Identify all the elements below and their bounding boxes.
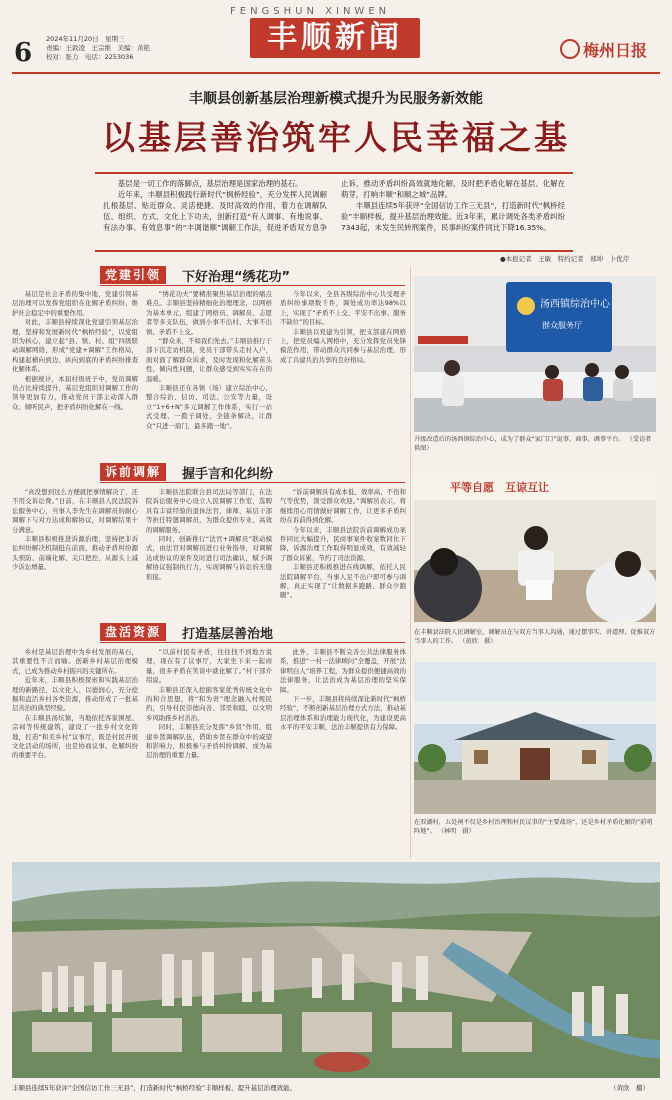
body-paragraph: 丰顺县法院联合县司法局等部门，在法院诉讼服务中心设立人民调解工作室，选聘具有丰富经验的退休法官、律师、基层干部等担任特邀调解员，为群众提供专业、高效的调解服务。 [146, 488, 272, 534]
bottom-photo-credit: （黄欣 摄） [610, 1084, 649, 1092]
paper-logo-text: 梅州日报 [583, 41, 648, 60]
caption-credit: （林明 摄） [437, 828, 475, 835]
ancestral-hall-illustration [414, 662, 656, 814]
text-column [12, 290, 138, 454]
text-column [12, 488, 138, 610]
lead-paragraph: 近年来，丰顺县积极践行新时代“枫桥经验”，充分发挥人民调解扎根基层、贴近群众、灵活便捷、及时高效的作用，着力在调解队伍、组织、方式、文化上下功夫，创新打造“有人调事、有地说事、有法办事、有效息事”的“丰调谐顺”调解工作法，促进矛盾双方息争止诉，推动矛盾纠纷高效就地化解，及时把矛盾化解在基层、化解在萌芽，打响丰顺“和顺之城”品牌。 [103, 179, 565, 232]
body-paragraph: 乡村是基层治理中为乡村发展的基石，其重要性不言而喻。创新乡村基层治理模式，已成为推动乡村振兴的关键所在。 [12, 648, 138, 675]
caption-credit: （黄欣 摄） [459, 638, 497, 645]
mediation-illustration [414, 470, 656, 622]
body-paragraph: 在丰顺县汤坑镇，当地依托客家围屋、宗祠等传统建筑，建设了一批乡村文化阵地，打造“和美乡村”议事厅，既是村民开展文化活动的场所，也是协商议事、化解纠纷的重要平台。 [12, 713, 138, 760]
text-column [280, 648, 406, 858]
masthead: 丰顺新闻 [250, 18, 420, 58]
photo-caption [414, 435, 656, 453]
body-paragraph: 今年以来，全县各级综治中心共受理矛盾纠纷事项数千件，调处成功率达98%以上，实现了“矛盾不上交、平安不出事、服务不缺位”的目标。 [280, 290, 406, 327]
article-kicker: 丰顺县创新基层治理新模式提升为民服务新效能 [189, 91, 483, 107]
text-column [146, 648, 272, 858]
caption-text: 升级改造后的汤西镇综治中心，成为了群众“家门口”说事、商事、调事平台。 [414, 436, 625, 443]
body-paragraph: 对此，丰顺县持续深化党建引领基层治理，坚持和发展新时代“枫桥经验”，以党组织为核心，建立起“县、镇、村、组”四级联动调解网络，形成“党建+调解”工作格局，构建起横向到边、纵向到底的矛盾纠纷排查化解体系。 [12, 318, 138, 374]
service-center-photo [414, 276, 656, 432]
section-pinyin: FENGSHUN XINWEN [230, 6, 391, 17]
body-paragraph: 同时，丰顺县充分发挥“乡贤”作用，组建乡贤调解队伍，借助乡贤在群众中的威望和影响力，积极参与矛盾纠纷调解，成为基层治理的重要力量。 [146, 723, 272, 760]
caption-text: 在丰顺县法院人民调解室，调解员在与双方当事人沟通，通过摆事实、讲道理，促推双方当事人的工作。 [414, 629, 656, 645]
sign-subtext: 群众服务厅 [542, 321, 582, 330]
paper-logo [560, 38, 647, 61]
body-paragraph: “群众来，不如我们先去。”丰顺县推行干部下沉走访机制，党员干部带头走村入户，面对面了解群众诉求，及时发现和化解苗头性、倾向性问题，让群众感受到实实在在的温暖。 [146, 337, 272, 383]
text-column [12, 648, 138, 858]
body-paragraph: “绣花功夫”要精准聚焦基层治理的痛点难点。丰顺县坚持精细化治理理念，以网格为基本单元，组建了网格员、调解员、志愿者等多支队伍，做到小事不出村、大事不出镇、矛盾不上交。 [146, 290, 272, 336]
aerial-city-illustration [12, 862, 660, 1078]
photo-caption [414, 628, 656, 646]
ancestral-hall-photo [414, 662, 656, 814]
bottom-photo-caption: 丰顺县连续5年获评“全国信访工作三无县”，打造新时代“枫桥经验”丰顺样板，提升基层治理效能。 [12, 1084, 297, 1092]
body-paragraph: 今年以来，丰顺县法院诉前调解成功案件同比大幅提升，民商事案件收案数同比下降，诉源治理工作取得明显成效，有效减轻了群众诉累，节约了司法资源。 [280, 525, 406, 562]
mediation-room-photo [414, 470, 656, 622]
plum-blossom-icon [560, 39, 580, 59]
meta-line: 责编：王敦凌 王宗维 美编：黄艳 [46, 44, 150, 52]
edition-meta [46, 35, 150, 62]
body-paragraph: 丰顺县积极推进诉源治理，坚持把非诉讼纠纷解决机制挺在前面，推动矛盾纠纷源头预防、前端化解、关口把控，从源头上减少诉讼增量。 [12, 535, 138, 572]
section-title: 下好治理“绣花功” [182, 270, 291, 285]
caption-credit: （受访者供图） [414, 436, 652, 452]
photo-caption [414, 818, 656, 836]
sign-text: 汤西镇综治中心 [540, 299, 610, 310]
wall-slogan: 平等自愿 互谅互让 [450, 481, 549, 494]
section-title: 打造基层善治地 [182, 627, 274, 642]
article-headline: 以基层善治筑牢人民幸福之基 [102, 118, 570, 157]
text-column [280, 290, 406, 454]
service-center-illustration [414, 276, 656, 432]
body-paragraph: 丰顺县还深入挖掘客家优秀传统文化中的和合思想，将“和为贵”理念融入村规民约，引导村民崇德向善、邻里和睦，以文明乡风助推乡村善治。 [146, 685, 272, 722]
article-lead [95, 172, 573, 252]
section-tag: 党建引领 [100, 266, 166, 284]
text-column [280, 488, 406, 610]
section-title: 握手言和化纠纷 [182, 467, 274, 482]
body-paragraph: 丰顺县还积极推进在线调解，依托人民法院调解平台，当事人足不出户即可参与调解，真正实现了“让数据多跑路、群众少跑腿”。 [280, 563, 406, 600]
body-paragraph: “以前村民有矛盾，往往找不到地方说理，现在有了议事厅，大家坐下来一起商量，很多矛盾在笑谈中就化解了。”村干部介绍说。 [146, 648, 272, 685]
column-divider [410, 266, 411, 858]
section-rule [100, 482, 405, 483]
text-column [146, 488, 272, 610]
body-paragraph: 此外，丰顺县不断完善公共法律服务体系，推进“一村一法律顾问”全覆盖，开展“法律明白人”培养工程，为群众提供便捷高效的法律服务，让法治成为基层治理的坚实保障。 [280, 648, 406, 694]
body-paragraph: 下一步，丰顺县将持续深化新时代“枫桥经验”，不断创新基层治理方式方法，推动基层治理体系和治理能力现代化，为建设更高水平的平安丰顺、法治丰顺提供有力保障。 [280, 695, 406, 732]
body-paragraph: 丰顺县以党建为引领，把支部建在网格上，把党员编入网格中，充分发挥党员先锋模范作用，带动群众共同参与基层治理，形成了共建共治共享的良好格局。 [280, 327, 406, 364]
caption-text: 在双湖村，五处祠不仅是乡村治理和村民议事的“主要战场”，还是乡村矛盾化解的“前哨阵地”。 [414, 819, 653, 835]
header-rule [12, 72, 660, 74]
text-column [146, 290, 272, 454]
body-paragraph: 根据统计，本届村级班子中，党员调解员占比持续提升，基层党组织对调解工作的领导更加有力，推动党员干部主动深入群众、倾听民声，把矛盾纠纷化解在一线。 [12, 374, 138, 411]
body-paragraph: 丰顺县还在各镇（场）建立综治中心，整合综治、信访、司法、公安等力量，设立“1+6+N”多元调解工作体系，实行一站式受理、一揽子调处、全链条解决，让群众“只进一扇门，最多跑一地”。 [146, 384, 272, 430]
body-paragraph: 同时，创新推行“法官+调解员”联动模式，由法官对调解员进行业务指导，对调解达成协议的案件及时进行司法确认，赋予调解协议强制执行力，实现调解与诉讼的无缝衔接。 [146, 535, 272, 581]
section-tag: 诉前调解 [100, 463, 166, 481]
meta-line: 校对：张力 电话：2253036 [46, 53, 134, 61]
body-paragraph: “诉前调解具有成本低、效率高、不伤和气等优势，深受群众欢迎。”调解员表示，将继续用心用情做好调解工作，让更多矛盾纠纷在诉前得到化解。 [280, 488, 406, 525]
body-paragraph: 近年来，丰顺县积极探索和实践基层治理的新路径，以文化人、以德润心，充分挖掘和盘活乡村各类资源，推动形成了一批基层善治的典型经验。 [12, 676, 138, 713]
body-paragraph: 基层是社会矛盾的集中地，党建引领基层治理可以发挥党组织在化解矛盾纠纷、维护社会稳定中的重要作用。 [12, 290, 138, 317]
article-byline: ●本报记者 王敏 特约记者 郑坤 卜优芹 [500, 255, 630, 263]
lead-paragraph: 丰顺县连续5年获评“全国信访工作三无县”，打造新时代“枫桥经验”丰顺样板，提升基层治理效能。近3年来，累计调处各类矛盾纠纷7343起，未发生民转刑案件，民事纠纷案件同比下降16.35%。 [341, 201, 565, 232]
section-rule [100, 285, 405, 286]
lead-paragraph: 基层是一切工作的落脚点，基层治理是国家治理的基石。 [117, 179, 303, 188]
meta-line: 2024年11月20日 星期三 [46, 35, 125, 43]
page-number: 6 [14, 38, 33, 68]
aerial-city-photo [12, 862, 660, 1078]
body-paragraph: “真没想到这么方便就把事情解决了，还不用交诉讼费。”日前，在丰顺县人民法院诉讼服务中心，当事人李先生在调解员的耐心调解下与对方达成和解协议，对调解结果十分满意。 [12, 488, 138, 534]
section-rule [100, 642, 405, 643]
section-tag: 盘活资源 [100, 623, 166, 641]
